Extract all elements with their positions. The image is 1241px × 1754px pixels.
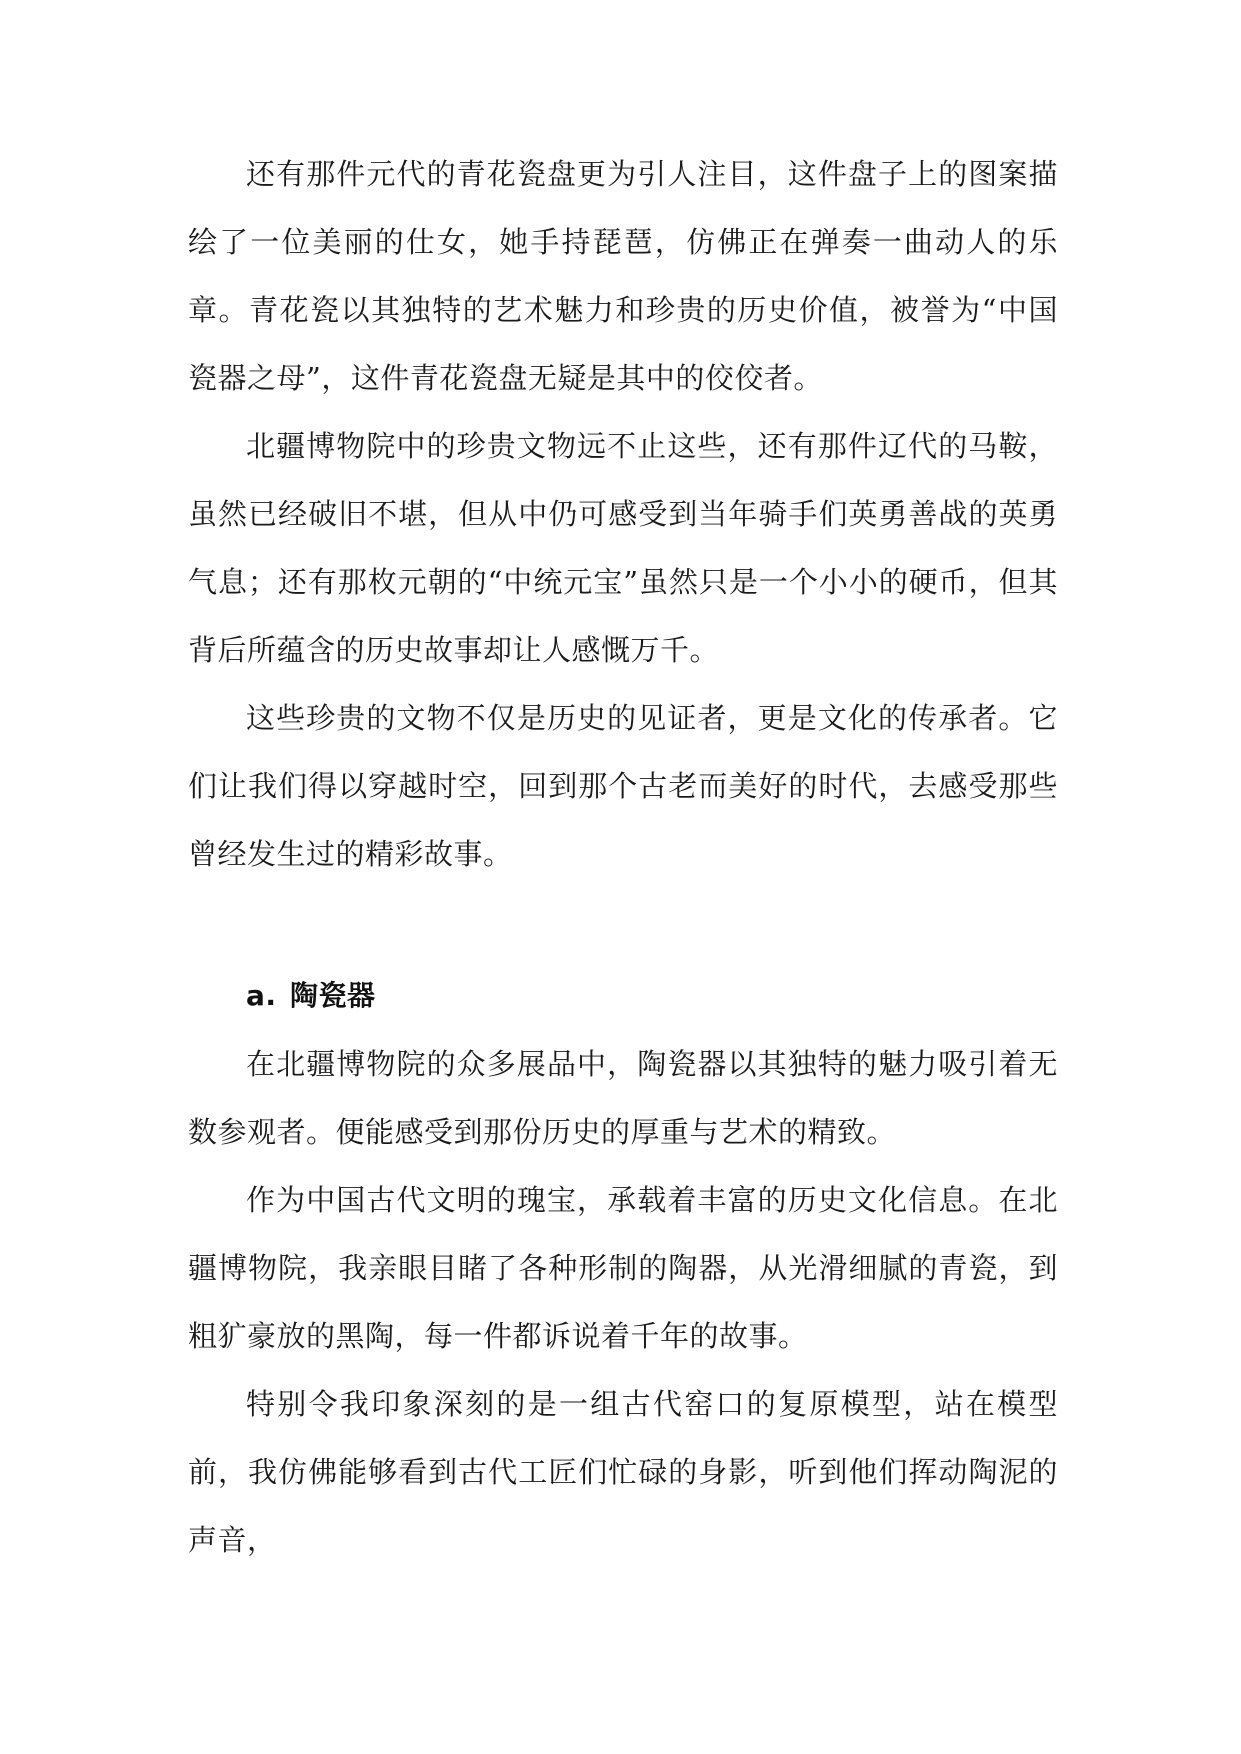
paragraph-kiln-model: 特别令我印象深刻的是一组古代窑口的复原模型，站在模型前，我仿佛能够看到古代工匠们忙碌的身影，听到他们挥动陶泥的声音， [188,1387,1058,1557]
section-title: 陶瓷器 [290,979,376,1012]
section-marker: a. [246,979,277,1012]
paragraph-cultural-heritage: 这些珍贵的文物不仅是历史的见证者，更是文化的传承者。它们让我们得以穿越时空，回到那个古老而美好的时代，去感受那些曾经发生过的精彩故事。 [188,701,1058,871]
document-body [188,140,1058,1574]
paragraph-ceramics-treasure: 作为中国古代文明的瑰宝，承载着丰富的历史文化信息。在北疆博物院，我亲眼目睹了各种形制的陶器，从光滑细腻的青瓷，到粗犷豪放的黑陶，每一件都诉说着千年的故事。 [188,1183,1058,1353]
paragraph-ceramics-intro: 在北疆博物院的众多展品中，陶瓷器以其独特的魅力吸引着无数参观者。便能感受到那份历史的厚重与艺术的精致。 [188,1047,1058,1149]
paragraph-blue-white-plate: 还有那件元代的青花瓷盘更为引人注目，这件盘子上的图案描绘了一位美丽的仕女，她手持琵琶，仿佛正在弹奏一曲动人的乐章。青花瓷以其独特的艺术魅力和珍贵的历史价值，被誉为“中国瓷器之母”，这件青花瓷盘无疑是其中的佼佼者。 [188,157,1058,395]
section-heading [188,962,1058,1030]
paragraph-liao-saddle: 北疆博物院中的珍贵文物远不止这些，还有那件辽代的马鞍，虽然已经破旧不堪，但从中仍可感受到当年骑手们英勇善战的英勇气息；还有那枚元朝的“中统元宝”虽然只是一个小小的硬币，但其背后所蕴含的历史故事却让人感慨万千。 [188,429,1058,667]
